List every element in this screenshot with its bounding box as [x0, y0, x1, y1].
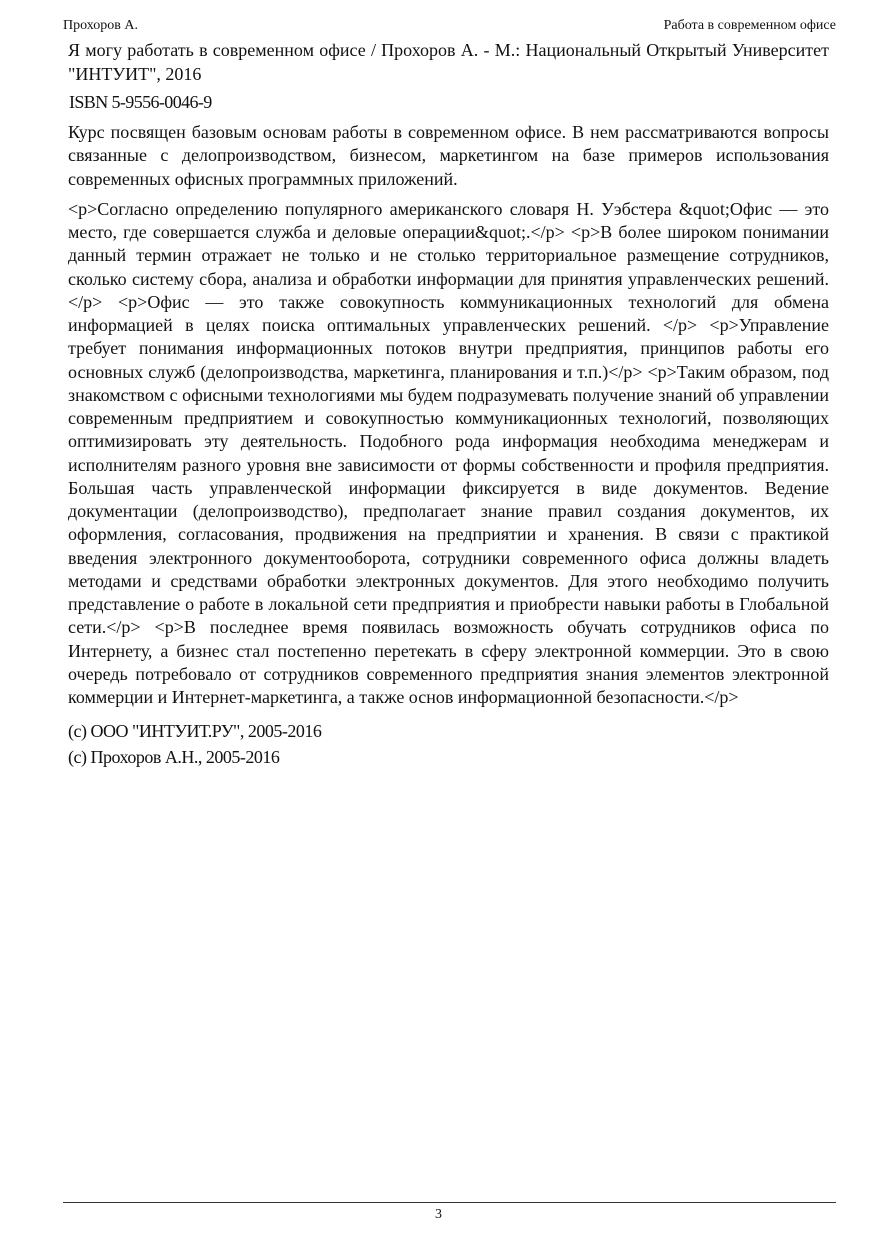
- course-abstract: Курс посвящен базовым основам работы в современном офисе. В нем рассматриваются вопросы связанные с делопроизводством, бизнесом, маркетингом на базе примеров использования современных офисных программных приложений.: [68, 122, 829, 189]
- page-content: [68, 38, 829, 769]
- page-number: 3: [435, 1207, 442, 1222]
- bibliographic-citation: Я могу работать в современном офисе / Прохоров А. - М.: Национальный Открытый Университет "ИНТУИТ", 2016: [68, 40, 829, 84]
- header-book-title: Работа в современном офисе: [663, 18, 836, 33]
- course-description: <p>Согласно определению популярного американского словаря Н. Уэбстера &quot;Офис — это место, где совершается служба и деловые операции&quot;.</p> <p>В более широком понимании данный термин отражает не только и не столько территориальное размещение сотрудников, сколько систему сбора, анализа и обработки информации для принятия управленческих решений.</p> <p>Офис — это также совокупность коммуникационных технологий для обмена информацией в целях поиска оптимальных управленческих решений. </p> <p>Управление требует понимания информационных потоков внутри предприятия, принципов работы его основных служб (делопроизводства, маркетинга, планирования и т.п.)</p> <p>Таким образом, под знакомством с офисными технологиями мы будем подразумевать получение знаний об управлении современным предприятием и совокупностью коммуникационных технологий, позволяющих оптимизировать эту деятельность. Подобного рода информация необходима менеджерам и исполнителям разного уровня вне зависимости от формы собственности и профиля предприятия. Большая часть управленческой информации фиксируется в виде документов. Ведение документации (делопроизводство), предполагает знание правил создания документов, их оформления, согласования, продвижения на предприятии и хранения. В связи с практикой введения электронного документооборота, сотрудники современного офиса должны владеть методами и средствами обработки электронных документов. Для этого необходимо получить представление о работе в локальной сети предприятия и приобрести навыки работы в Глобальной сети.</p> <p>В последнее время появилась возможность обучать сотрудников офиса по Интернету, а бизнес стал постепенно перетекать в сферу электронной коммерции. Это в свою очередь потребовало от сотрудников современного предприятия знания элементов электронной коммерции и Интернет-маркетинга, а также основ информационной безопасности.</p>: [68, 198, 829, 708]
- header-author: Прохоров А.: [63, 18, 138, 33]
- page-header: [63, 16, 836, 36]
- isbn: ISBN 5-9556-0046-9: [69, 92, 212, 112]
- footer-divider: [63, 1202, 836, 1203]
- copyright-intuit: (c) ООО "ИНТУИТ.РУ", 2005-2016: [68, 721, 322, 742]
- copyright-author: (c) Прохоров А.Н., 2005-2016: [68, 747, 280, 768]
